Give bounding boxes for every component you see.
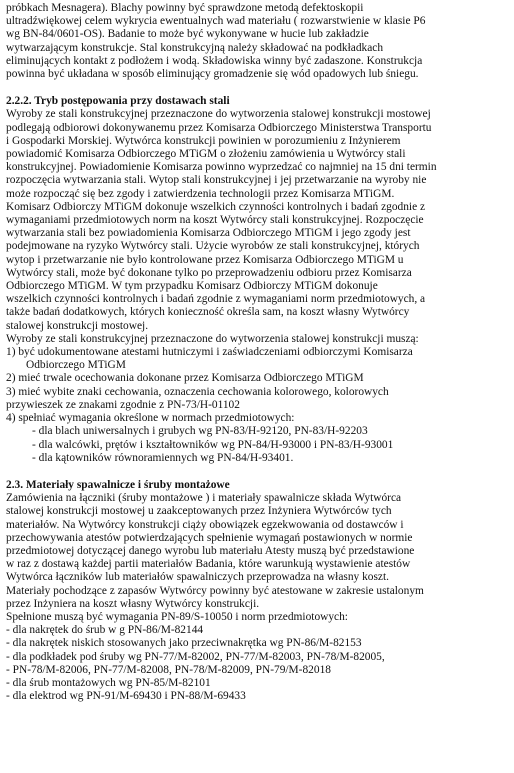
list-item: - dla elektrod wg PN-91/M-69430 i PN-88/M-69433 [6, 690, 246, 703]
text-line: próbkach Mesnagera). Blachy powinny być sprawdzone metodą defektoskopii [6, 2, 364, 14]
text-line: Spełnione muszą być wymagania PN-89/S-10050 i norm przedmiotowych: [6, 610, 348, 623]
text-line: stalowej konstrukcji mostowej. [6, 319, 149, 332]
list-item-4: 4) spełniać wymagania określone w normach przedmiotowych: [6, 412, 295, 425]
text-line: Materiały pochodzące z zapasów Wytwórcy powinny być atestowane w zakresie ustalonym [6, 584, 424, 597]
text-line: stalowej konstrukcji mostowej u zaakceptowanych przez Inżyniera Wytwórców tych [6, 505, 392, 518]
list-item: - dla podkładek pod śruby wg PN-77/M-82002, PN-77/M-82003, PN-78/M-82005, [6, 650, 385, 663]
list-item-3-continuation: przywieszek ze znakami zgodnie z PN-73/H-01102 [6, 398, 240, 411]
text-line: wytwarzania stali bez powiadomienia Komisarza Odbiorczego MTiGM i jego zgody jest [6, 227, 411, 240]
text-line: rozpoczęcia wytwarzania stali. Wytop stali konstrukcyjnej i jej przetwarzanie na wyroby nie [6, 174, 427, 187]
text-line: ultradźwiękowej celem wykrycia ewentualnych wad materiału ( rozwarstwienie w klasie P6 [6, 15, 426, 28]
list-item: - dla nakrętek niskich stosowanych jako przeciwnakrętka wg PN-86/M-82153 [6, 637, 362, 650]
intro-paragraph [6, 2, 508, 81]
section-2-2-2-body [6, 108, 508, 346]
text-line: Komisarz Odbiorczy MTiGM dokonuje wszelkich czynności kontrolnych i badań zgodnie z [6, 200, 426, 213]
text-line: materiałów. Na Wytwórcy konstrukcji ciąży obowiązek egzekwowania od dostawców i [6, 518, 404, 531]
text-line: podlegają odbiorowi dokonywanemu przez Komisarza Odbiorczego Ministerstwa Transportu [6, 121, 432, 134]
text-line: Wyroby ze stali konstrukcyjnej przeznaczone do wytworzenia stalowej konstrukcji mostowej [6, 108, 431, 121]
text-line: wytop i przetwarzanie nie było kontrolowane przez Komisarza Odbiorczego MTiGM u [6, 253, 404, 266]
section-heading-2-3: 2.3. Materiały spawalnicze i śruby montażowe [6, 478, 230, 491]
list-item-3: 3) mieć wybite znaki cechowania, oznaczenia cechowania kolorowego, kolorowych [6, 385, 389, 398]
text-line: Zamówienia na łączniki (śruby montażowe ) i materiały spawalnicze składa Wytwórca [6, 492, 402, 505]
norm-item: - dla kątowników równoramiennych wg PN-84/H-93401. [32, 451, 294, 464]
text-line: wytwarzającym konstrukcje. Stal konstrukcyjną należy składować na podkładkach [6, 41, 384, 54]
norms-list [6, 624, 508, 703]
text-line: przechowywania atestów potwierdzających spełnienie wymagań postawionych w normie [6, 531, 413, 544]
list-item-1: 1) być udokumentowane atestami hutniczymi i zaświadczeniami odbiorczymi Komisarza [6, 346, 413, 359]
list-item-1-continuation: Odbiorczego MTiGM [26, 359, 126, 372]
text-line: i Gospodarki Morskiej. Wytwórca konstrukcji powinien w porozumieniu z Inżynierem [6, 134, 401, 147]
text-line: także badań dodatkowych, których konieczność określa sam, na koszt własny Wytwórcy [6, 306, 410, 319]
text-line: Wytwórca łączników lub materiałów spawalniczych przeprowadza na własny koszt. [6, 571, 389, 584]
norm-item: - dla blach uniwersalnych i grubych wg PN-83/H-92120, PN-83/H-92203 [32, 425, 368, 438]
text-line: Wyroby ze stali konstrukcyjnej przeznaczone do wytworzenia stalowej konstrukcji muszą: [6, 332, 419, 345]
list-item: - PN-78/M-82006, PN-77/M-82008, PN-78/M-82009, PN-79/M-82018 [6, 663, 331, 676]
section-heading-2-2-2: 2.2.2. Tryb postępowania przy dostawach stali [6, 95, 230, 108]
text-line: przedmiotowej dotyczącej danego wyrobu lub materiału Atesty muszą być przedstawione [6, 544, 415, 557]
list-item-2: 2) mieć trwale ocechowania dokonane przez Komisarza Odbiorczego MTiGM [6, 372, 364, 385]
text-line: w raz z dostawą każdej partii materiałów Badania, które warunkują wystawienie atestów [6, 558, 411, 571]
text-line: powinna być układana w sposób eliminujący gromadzenie się wód opadowych lub śniegu. [6, 68, 419, 81]
text-line: wszelkich czynności kontrolnych i badań zgodnie z wymaganiami norm przedmiotowych, a [6, 293, 426, 306]
requirements-list [6, 346, 508, 465]
text-line: Wytwórcy stali, może być dokonane tylko po przeprowadzeniu odbioru przez Komisarza [6, 266, 412, 279]
list-item: - dla nakrętek do śrub w g PN-86/M-82144 [6, 624, 204, 637]
norm-item: - dla walcówki, prętów i kształtowników wg PN-84/H-93000 i PN-83/H-93001 [32, 438, 394, 451]
text-line: może rozpocząć się bez zgody i zatwierdzenia technologii przez Komisarza MTiGM. [6, 187, 395, 200]
text-line: powiadomić Komisarza Odbiorczego MTiGM o złożeniu zamówienia u Wytwórcy stali [6, 148, 406, 161]
section-2-3-body [6, 492, 508, 624]
text-line: konstrukcyjnej. Powiadomienie Komisarza powinno wyprzedzać co najmniej na 15 dni termin [6, 161, 437, 174]
text-line: podejmowane na ryzyko Wytwórcy stali. Użycie wyrobów ze stali konstrukcyjnej, których [6, 240, 420, 253]
text-line: eliminujących kontakt z podłożem i wodą. Składowiska winny być zadaszone. Konstrukcja [6, 54, 423, 67]
list-item: - dla śrub montażowych wg PN-85/M-82101 [6, 676, 211, 689]
text-line: wymaganiami przedmiotowych norm na koszt Wytwórcy stali konstrukcyjnej. Rozpoczęcie [6, 214, 424, 227]
text-line: wg BN-84/0601-OS). Badanie to może być wykonywane w hucie lub zakładzie [6, 28, 369, 41]
text-line: Odbiorczego MTiGM. W tym przypadku Komisarz Odbiorczy MTiGM dokonuje [6, 280, 378, 293]
text-line: przez Inżyniera na koszt własny Wytwórcy konstrukcji. [6, 597, 260, 610]
